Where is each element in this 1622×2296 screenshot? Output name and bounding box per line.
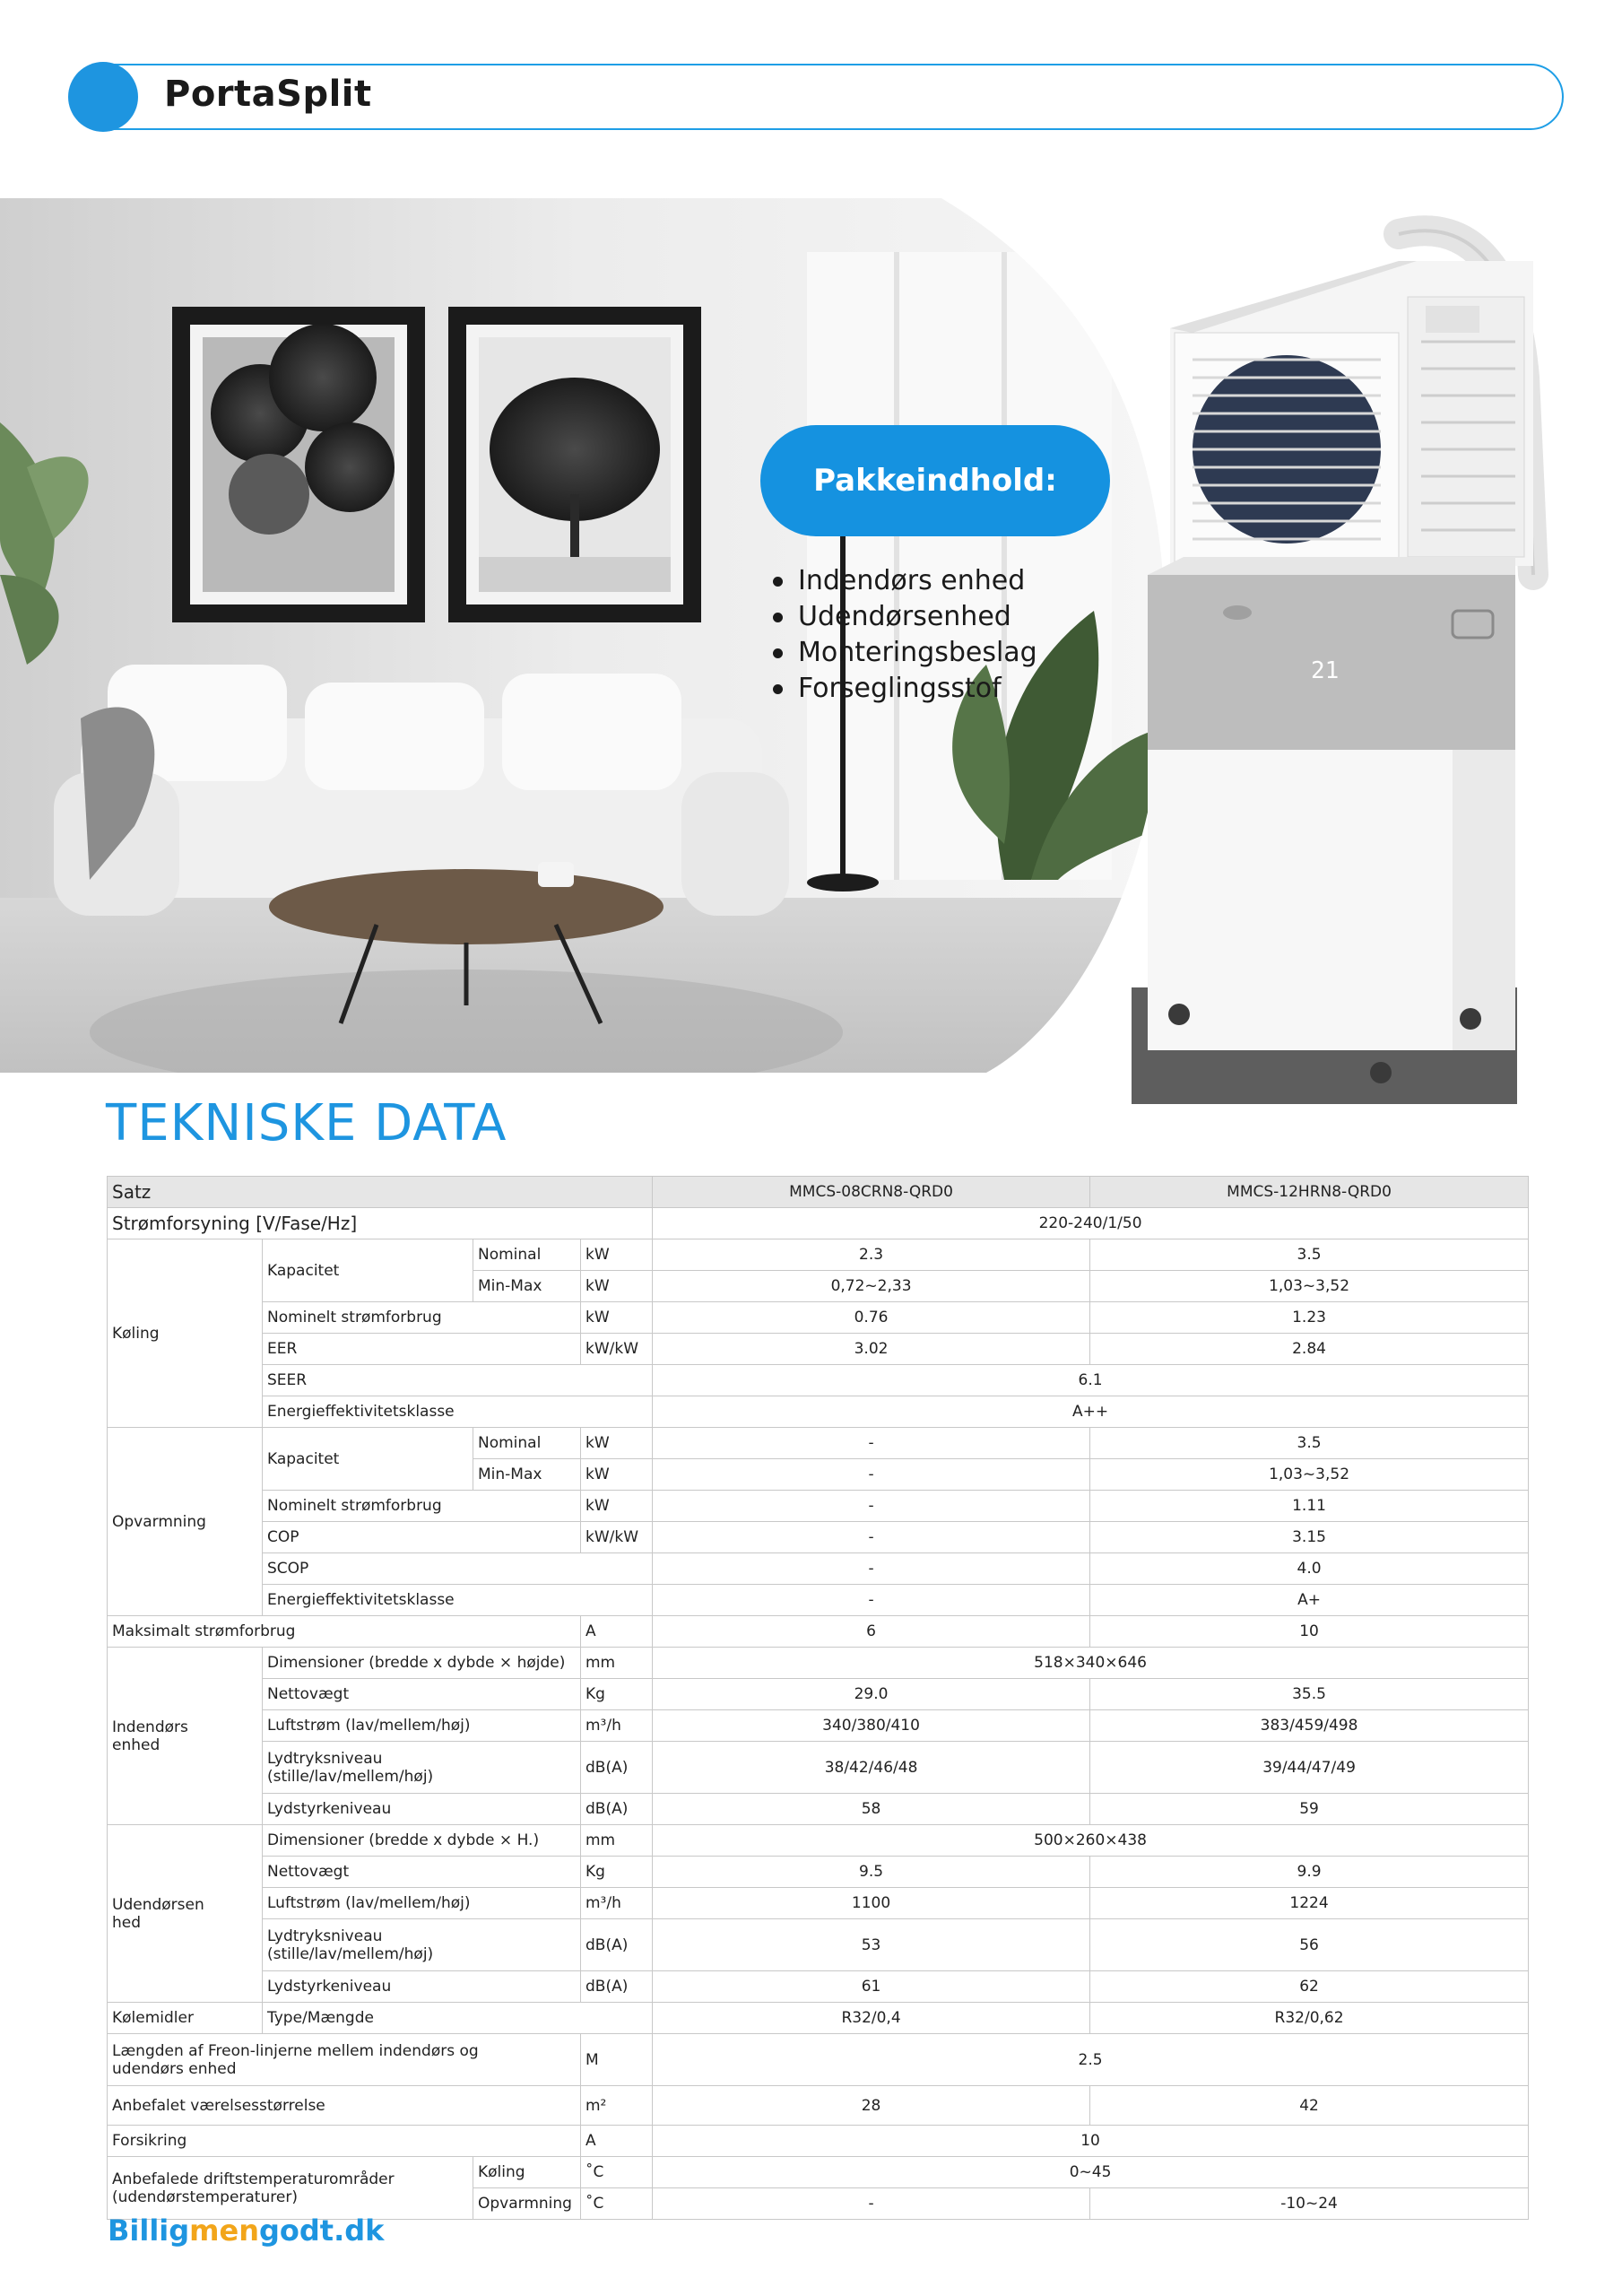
table-row [108,1794,1529,1825]
cell-value: 4.0 [1090,1553,1529,1585]
table-row [108,1365,1529,1396]
row-sublabel: Nominal [473,1239,581,1271]
unit: kW [581,1491,653,1522]
cell-value: - [653,1459,1090,1491]
cell-value: 1,03~3,52 [1090,1271,1529,1302]
outdoor-unit-illustration [1170,230,1533,575]
cell-value: 500×260×438 [653,1825,1529,1857]
cell-value: 62 [1090,1971,1529,2003]
row-label: Længden af Freon-linjerne mellem indendørs og udendørs enhed [108,2034,581,2086]
cell-value: 1.23 [1090,1302,1529,1334]
row-sublabel: Køling [473,2157,581,2188]
group-label: Udendørsen hed [108,1825,263,2003]
table-row [108,2126,1529,2157]
cell-value: - [653,1553,1090,1585]
table-row [108,1616,1529,1648]
table-row [108,1710,1529,1742]
cell-value: 10 [1090,1616,1529,1648]
cell-value: R32/0,4 [653,2003,1090,2034]
group-label: Køling [108,1239,263,1428]
table-row [108,1742,1529,1794]
row-label: Strømforsyning [V/Fase/Hz] [108,1208,653,1239]
table-row [108,1491,1529,1522]
table-row [108,1825,1529,1857]
row-label: Maksimalt strømforbrug [108,1616,581,1648]
unit: kW/kW [581,1522,653,1553]
unit: dB(A) [581,1794,653,1825]
cell-value: 3.02 [653,1334,1090,1365]
unit: M [581,2034,653,2086]
model-1-header: MMCS-08CRN8-QRD0 [653,1177,1090,1208]
cell-value: - [653,1491,1090,1522]
cell-value: 2.3 [653,1239,1090,1271]
table-row [108,1585,1529,1616]
package-item: Monteringsbeslag [769,635,1037,671]
row-label: Dimensioner (bredde x dybde × højde) [263,1648,581,1679]
unit: m³/h [581,1888,653,1919]
row-label: Luftstrøm (lav/mellem/høj) [263,1888,581,1919]
table-row [108,1208,1529,1239]
unit: ˚C [581,2157,653,2188]
cell-value: 2.5 [653,2034,1529,2086]
unit: A [581,1616,653,1648]
unit: ˚C [581,2188,653,2220]
cell-value: - [653,1428,1090,1459]
cell-value: 10 [653,2126,1529,2157]
table-row [108,1971,1529,2003]
page-title: PortaSplit [164,74,372,115]
cell-value: 35.5 [1090,1679,1529,1710]
unit: Kg [581,1857,653,1888]
brand-logo[interactable] [108,2213,384,2248]
row-label: Energieffektivitetsklasse [263,1585,653,1616]
unit: kW [581,1428,653,1459]
unit: mm [581,1648,653,1679]
header-dot [68,62,138,132]
unit: m² [581,2086,653,2126]
cell-value: - [653,2188,1090,2220]
package-contents-list [769,563,1037,707]
table-row [108,2086,1529,2126]
cell-value: 0,72~2,33 [653,1271,1090,1302]
cell-value: 340/380/410 [653,1710,1090,1742]
cell-value: 9.5 [653,1857,1090,1888]
table-row [108,2003,1529,2034]
package-item: Forseglingsstof [769,671,1037,707]
package-contents-title: Pakkeindhold: [813,463,1057,499]
row-label: Anbefalet værelsesstørrelse [108,2086,581,2126]
cell-value: 1100 [653,1888,1090,1919]
table-row [108,1648,1529,1679]
table-row [108,1302,1529,1334]
logo-part: godt.dk [259,2213,385,2248]
cell-value: - [653,1585,1090,1616]
row-label: EER [263,1334,581,1365]
package-item: Indendørs enhed [769,563,1037,599]
cell-value: R32/0,62 [1090,2003,1529,2034]
spec-table [107,1176,1529,2220]
row-label: Lydtryksniveau (stille/lav/mellem/høj) [263,1919,581,1971]
cell-value: 39/44/47/49 [1090,1742,1529,1794]
row-label: Kapacitet [263,1428,473,1491]
unit: Kg [581,1679,653,1710]
unit: A [581,2126,653,2157]
cell-value: A++ [653,1396,1529,1428]
unit: kW/kW [581,1334,653,1365]
row-sublabel: Nominal [473,1428,581,1459]
cell-value: 220-240/1/50 [653,1208,1529,1239]
table-row [108,1919,1529,1971]
row-label: COP [263,1522,581,1553]
cell-value: 383/459/498 [1090,1710,1529,1742]
cell-value: 42 [1090,2086,1529,2126]
cell-value: 0~45 [653,2157,1529,2188]
cell-value: 2.84 [1090,1334,1529,1365]
table-row [108,2157,1529,2188]
cell-value: 58 [653,1794,1090,1825]
table-row [108,1522,1529,1553]
package-contents-badge [760,425,1110,536]
row-label: SCOP [263,1553,653,1585]
row-label: Anbefalede driftstemperaturområder (udendørstemperaturer) [108,2157,473,2220]
group-label: Opvarmning [108,1428,263,1616]
row-label: SEER [263,1365,653,1396]
row-label: Lydtryksniveau (stille/lav/mellem/høj) [263,1742,581,1794]
cell-value: 3.5 [1090,1239,1529,1271]
logo-part: Billig [108,2213,190,2248]
cell-value: 9.9 [1090,1857,1529,1888]
cell-value: 3.15 [1090,1522,1529,1553]
header-label: Satz [108,1177,653,1208]
table-row [108,2034,1529,2086]
table-row [108,1177,1529,1208]
cell-value: 3.5 [1090,1428,1529,1459]
cell-value: 6.1 [653,1365,1529,1396]
row-label: Nominelt strømforbrug [263,1491,581,1522]
package-item: Udendørsenhed [769,599,1037,635]
cell-value: 29.0 [653,1679,1090,1710]
row-label: Dimensioner (bredde x dybde × H.) [263,1825,581,1857]
unit: kW [581,1459,653,1491]
row-label: Nettovægt [263,1679,581,1710]
table-row [108,1888,1529,1919]
cell-value: 59 [1090,1794,1529,1825]
row-label: Kapacitet [263,1239,473,1302]
row-sublabel: Type/Mængde [263,2003,653,2034]
row-label: Lydstyrkeniveau [263,1971,581,2003]
cell-value: 6 [653,1616,1090,1648]
unit: kW [581,1271,653,1302]
row-sublabel: Opvarmning [473,2188,581,2220]
cell-value: 1,03~3,52 [1090,1459,1529,1491]
unit: mm [581,1825,653,1857]
cell-value: - [653,1522,1090,1553]
row-sublabel: Min-Max [473,1271,581,1302]
row-label: Kølemidler [108,2003,263,2034]
table-row [108,1553,1529,1585]
cell-value: 518×340×646 [653,1648,1529,1679]
unit-display: 21 [1311,657,1340,684]
indoor-unit-illustration [1132,557,1517,1104]
cell-value: 56 [1090,1919,1529,1971]
cell-value: 28 [653,2086,1090,2126]
cell-value: 0.76 [653,1302,1090,1334]
table-row [108,1679,1529,1710]
row-label: Nettovægt [263,1857,581,1888]
table-row [108,1334,1529,1365]
cell-value: A+ [1090,1585,1529,1616]
table-row [108,1239,1529,1271]
cell-value: 61 [653,1971,1090,2003]
row-label: Lydstyrkeniveau [263,1794,581,1825]
row-label: Energieffektivitetsklasse [263,1396,653,1428]
table-row [108,1396,1529,1428]
cell-value: 53 [653,1919,1090,1971]
cell-value: -10~24 [1090,2188,1529,2220]
table-row [108,1857,1529,1888]
row-sublabel: Min-Max [473,1459,581,1491]
unit: kW [581,1302,653,1334]
model-2-header: MMCS-12HRN8-QRD0 [1090,1177,1529,1208]
unit: dB(A) [581,1742,653,1794]
row-label: Luftstrøm (lav/mellem/høj) [263,1710,581,1742]
unit: dB(A) [581,1971,653,2003]
unit: dB(A) [581,1919,653,1971]
table-row [108,1428,1529,1459]
cell-value: 1224 [1090,1888,1529,1919]
cell-value: 1.11 [1090,1491,1529,1522]
unit: m³/h [581,1710,653,1742]
row-label: Nominelt strømforbrug [263,1302,581,1334]
section-title: TEKNISKE DATA [106,1094,507,1152]
cell-value: 38/42/46/48 [653,1742,1090,1794]
logo-part: men [189,2213,259,2248]
unit: kW [581,1239,653,1271]
group-label: Indendørs enhed [108,1648,263,1825]
row-label: Forsikring [108,2126,581,2157]
